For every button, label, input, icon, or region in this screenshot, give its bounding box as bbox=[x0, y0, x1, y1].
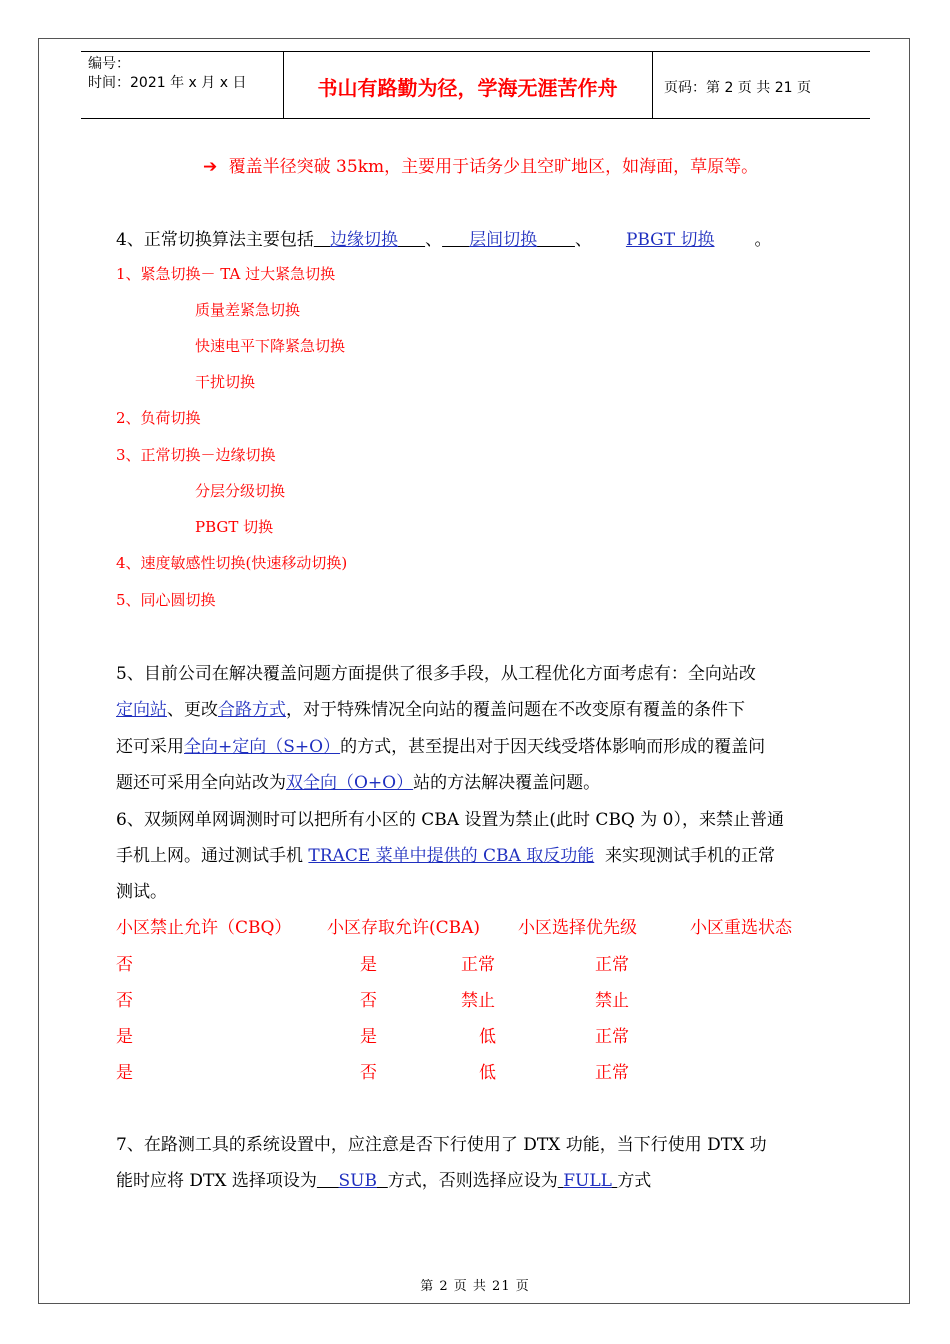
q7-answer-blank-2 bbox=[558, 1171, 618, 1191]
table-cell: 正常 bbox=[595, 1027, 629, 1047]
q4-answer-1[interactable]: 边缘切换 bbox=[330, 230, 399, 250]
q4-prefix: 4、正常切换算法主要包括 bbox=[116, 230, 314, 250]
q5-link-combiner-mode[interactable]: 合路方式 bbox=[218, 700, 286, 720]
q4-answer-blank-2 bbox=[442, 230, 575, 250]
q4-sep-2: 、 bbox=[574, 230, 592, 250]
table-cell: 是 bbox=[116, 1027, 133, 1047]
list-item: 质量差紧急切换 bbox=[195, 301, 301, 319]
q4-answer-2[interactable]: 层间切换 bbox=[469, 230, 538, 250]
q5-line-1: 5、目前公司在解决覆盖问题方面提供了很多手段，从工程优化方面考虑有：全向站改 bbox=[116, 664, 756, 684]
q7-text: 方式 bbox=[617, 1171, 652, 1191]
header-divider-right bbox=[652, 51, 653, 119]
q4-end: 。 bbox=[754, 230, 772, 250]
question-4 bbox=[116, 225, 772, 250]
q7-text: 方式，否则选择应设为 bbox=[387, 1171, 558, 1191]
table-header: 小区重选状态 bbox=[690, 918, 792, 938]
q7-answer-sub[interactable]: SUB bbox=[338, 1171, 377, 1191]
table-cell: 正常 bbox=[461, 955, 495, 975]
q4-sep-1: 、 bbox=[425, 230, 443, 250]
q6-text: 来实现测试手机的正常 bbox=[594, 846, 776, 866]
table-header: 小区选择优先级 bbox=[518, 918, 637, 938]
list-item: 3、正常切换－边缘切换 bbox=[116, 446, 276, 464]
q7-line-1: 7、在路测工具的系统设置中，应注意是否下行使用了 DTX 功能，当下行使用 DTX 功 bbox=[116, 1135, 767, 1155]
arrow-right-icon: ➔ bbox=[203, 157, 218, 177]
header-rule-top bbox=[81, 51, 870, 52]
list-item: PBGT 切换 bbox=[195, 518, 274, 536]
list-item: 干扰切换 bbox=[195, 373, 256, 391]
table-cell: 禁止 bbox=[595, 991, 629, 1011]
header-rule-bottom bbox=[81, 118, 870, 119]
table-cell: 是 bbox=[360, 1027, 377, 1047]
header-meta bbox=[88, 55, 246, 93]
q5-text: 的方式，甚至提出对于因天线受塔体影响而形成的覆盖问 bbox=[340, 737, 766, 757]
table-cell: 正常 bbox=[595, 1063, 629, 1083]
page-footer: 第 2 页 共 21 页 bbox=[420, 1279, 530, 1294]
q5-link-dual-omni[interactable]: 双全向（O+O） bbox=[286, 773, 414, 793]
table-header: 小区禁止允许（CBQ） bbox=[116, 918, 292, 938]
q5-line-2 bbox=[116, 695, 745, 720]
list-item: 分层分级切换 bbox=[195, 482, 286, 500]
table-cell: 禁止 bbox=[461, 991, 495, 1011]
q5-text: 还可采用 bbox=[116, 737, 184, 757]
q5-text: 题还可采用全向站改为 bbox=[116, 773, 286, 793]
q5-text: 、更改 bbox=[167, 700, 218, 720]
q5-text: ，对于特殊情况全向站的覆盖问题在不改变原有覆盖的条件下 bbox=[286, 700, 745, 720]
coverage-bullet bbox=[203, 152, 758, 177]
q5-text: 站的方法解决覆盖问题。 bbox=[413, 773, 601, 793]
list-item: 2、负荷切换 bbox=[116, 409, 201, 427]
q7-answer-full[interactable]: FULL bbox=[563, 1171, 612, 1191]
list-item: 1、紧急切换－ TA 过大紧急切换 bbox=[116, 265, 336, 283]
q6-line-2 bbox=[116, 841, 775, 866]
q5-line-4 bbox=[116, 768, 600, 793]
table-cell: 是 bbox=[360, 955, 377, 975]
q4-answer-3[interactable]: PBGT 切换 bbox=[625, 230, 715, 250]
q6-line-3: 测试。 bbox=[116, 882, 167, 902]
table-cell: 否 bbox=[116, 991, 133, 1011]
q5-link-omni-directional[interactable]: 全向+定向（S+O） bbox=[184, 737, 341, 757]
header-page-info: 页码：第 2 页 共 21 页 bbox=[664, 80, 811, 96]
table-header: 小区存取允许(CBA) bbox=[327, 918, 481, 938]
q6-line-1: 6、双频网单网调测时可以把所有小区的 CBA 设置为禁止(此时 CBQ 为 0），来禁止普通 bbox=[116, 810, 784, 830]
q7-line-2 bbox=[116, 1166, 651, 1191]
table-cell: 低 bbox=[479, 1063, 496, 1083]
q7-text: 能时应将 DTX 选择项设为 bbox=[116, 1171, 317, 1191]
q4-answer-blank-1 bbox=[314, 230, 425, 250]
table-cell: 否 bbox=[360, 1063, 377, 1083]
list-item: 快速电平下降紧急切换 bbox=[195, 337, 346, 355]
table-cell: 否 bbox=[360, 991, 377, 1011]
bullet-text: 覆盖半径突破 35km，主要用于话务少且空旷地区，如海面，草原等。 bbox=[228, 157, 759, 177]
table-cell: 正常 bbox=[595, 955, 629, 975]
q5-link-directional-site[interactable]: 定向站 bbox=[116, 700, 167, 720]
q6-text: 手机上网。通过测试手机 bbox=[116, 846, 309, 866]
number-label: 编号： bbox=[88, 56, 130, 72]
table-cell: 是 bbox=[116, 1063, 133, 1083]
q6-link-trace-menu[interactable]: TRACE 菜单中提供的 CBA 取反功能 bbox=[308, 846, 595, 866]
q5-line-3 bbox=[116, 732, 765, 757]
header-motto: 书山有路勤为径，学海无涯苦作舟 bbox=[317, 76, 618, 100]
list-item: 4、速度敏感性切换(快速移动切换) bbox=[116, 554, 348, 572]
table-cell: 低 bbox=[479, 1027, 496, 1047]
time-label: 时间：2021 年 x 月 x 日 bbox=[88, 75, 247, 91]
q7-answer-blank-1 bbox=[317, 1171, 388, 1191]
table-cell: 否 bbox=[116, 955, 133, 975]
list-item: 5、同心圆切换 bbox=[116, 591, 216, 609]
